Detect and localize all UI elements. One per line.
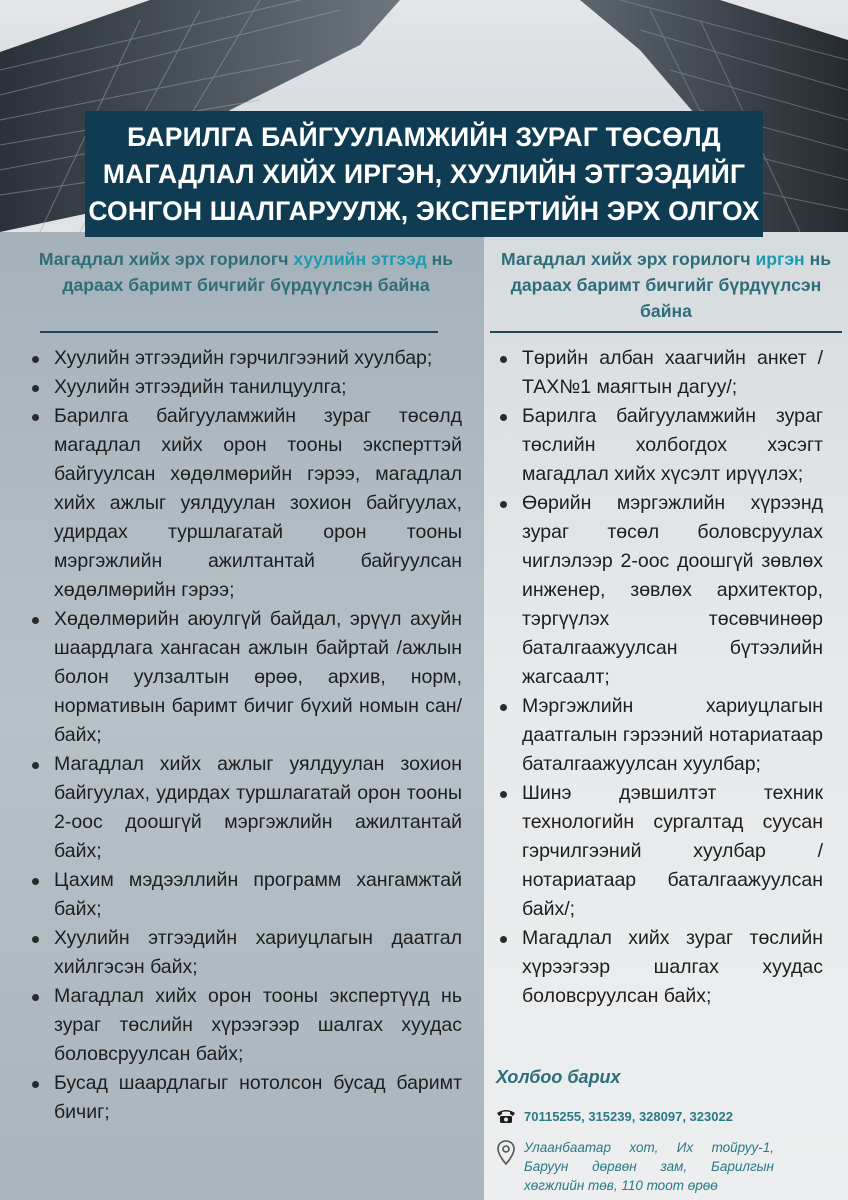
list-item: Мэргэжлийн хариуцлагын даатгалын гэрээний нотариатаар баталгаажуулсан хуулбар; bbox=[498, 692, 823, 779]
title-line-3: СОНГОН ШАЛГАРУУЛЖ, ЭКСПЕРТИЙН ЭРХ ОЛГОХ bbox=[88, 195, 760, 226]
heading-text: нь дараах баримт бичгийг бүрдүүлсэн байна bbox=[510, 249, 832, 321]
list-item: Магадлал хийх ажлыг уялдуулан зохион байгуулах, удирдах туршлагатай орон тооны 2-оос доошгүй мэргэжлийн ажилтантай байх; bbox=[30, 750, 462, 866]
phone-numbers: 70115255, 315239, 328097, 323022 bbox=[524, 1108, 733, 1124]
list-item: Барилга байгууламжийн зураг төсөлд магадлал хийх орон тооны эксперттэй байгуулсан хөдөлмөрийн гэрээ, магадлал хийх ажлыг уялдуулан зохион байгуулах, удирдах туршлагатай орон тооны мэргэжлийн ажилтантай байгуулсан хөдөлмөрийн гэрээ; bbox=[30, 402, 462, 605]
list-item: Хуулийн этгээдийн гэрчилгээний хуулбар; bbox=[30, 344, 462, 373]
list-item: Хөдөлмөрийн аюулгүй байдал, эрүүл ахуйн шаардлага хангасан ажлын байртай /ажлын болон уулзалтын өрөө, архив, норм, нормативын баримт бичиг бүхий номын сан/ байх; bbox=[30, 605, 462, 750]
legal-entity-heading bbox=[28, 246, 464, 298]
address-text: Улаанбаатар хот, Их тойруу-1, Баруун дөрвөн зам, Барилгын хөгжлийн төв, 110 тоот өрөө bbox=[524, 1140, 774, 1193]
address-row bbox=[496, 1138, 786, 1195]
heading-text: Магадлал хийх эрх горилогч bbox=[500, 249, 756, 269]
list-item: Магадлал хийх орон тооны экспертүүд нь зураг төслийн хүрээгээр шалгах хуудас боловсруулсан байх; bbox=[30, 982, 462, 1069]
citizen-requirements-list bbox=[498, 344, 823, 1011]
list-item: Шинэ дэвшилтэт техник технологийн сургалтад суусан гэрчилгээний хуулбар /нотариатаар баталгаажуулсан байх/; bbox=[498, 779, 823, 924]
list-item: Хуулийн этгээдийн танилцуулга; bbox=[30, 373, 462, 402]
heading-highlight: иргэн bbox=[755, 249, 805, 269]
location-pin-icon bbox=[496, 1140, 516, 1166]
title-banner bbox=[85, 111, 763, 237]
legal-entity-requirements-list bbox=[30, 344, 462, 1127]
citizen-heading bbox=[484, 246, 848, 324]
heading-text: Магадлал хийх эрх горилогч bbox=[38, 249, 294, 269]
heading-highlight: хуулийн этгээд bbox=[293, 249, 427, 269]
list-item: Барилга байгууламжийн зураг төслийн холбогдох хэсэгт магадлал хийх хүсэлт ирүүлэх; bbox=[498, 402, 823, 489]
list-item: Хуулийн этгээдийн хариуцлагын даатгал хийлгэсэн байх; bbox=[30, 924, 462, 982]
title-line-2: МАГАДЛАЛ ХИЙХ ИРГЭН, ХУУЛИЙН ЭТГЭЭДИЙГ bbox=[102, 158, 746, 189]
legal-entity-column bbox=[0, 232, 484, 1200]
list-item: Цахим мэдээллийн программ хангамжтай байх; bbox=[30, 866, 462, 924]
title-line-1: БАРИЛГА БАЙГУУЛАМЖИЙН ЗУРАГ ТӨСӨЛД bbox=[127, 121, 721, 152]
list-item: Өөрийн мэргэжлийн хүрээнд зураг төсөл боловсруулах чиглэлээр 2-оос доошгүй зөвлөх инженер, зөвлөх архитектор, тэргүүлэх төсөвчинөөр баталгаажуулсан бүтээлийн жагсаалт; bbox=[498, 489, 823, 692]
divider bbox=[490, 331, 842, 333]
divider bbox=[40, 331, 438, 333]
list-item: Бусад шаардлагыг нотолсон бусад баримт бичиг; bbox=[30, 1069, 462, 1127]
citizen-column bbox=[484, 232, 848, 1200]
list-item: Төрийн албан хаагчийн анкет /ТАХ№1 маягтын дагуу/; bbox=[498, 344, 823, 402]
list-item: Магадлал хийх зураг төслийн хүрээгээр шалгах хуудас боловсруулсан байх; bbox=[498, 924, 823, 1011]
contact-title: Холбоо барих bbox=[496, 1067, 621, 1087]
phone-row bbox=[496, 1108, 733, 1124]
phone-icon bbox=[496, 1108, 516, 1124]
heading-text: нь дараах баримт бичгийг бүрдүүлсэн байна bbox=[62, 249, 454, 295]
